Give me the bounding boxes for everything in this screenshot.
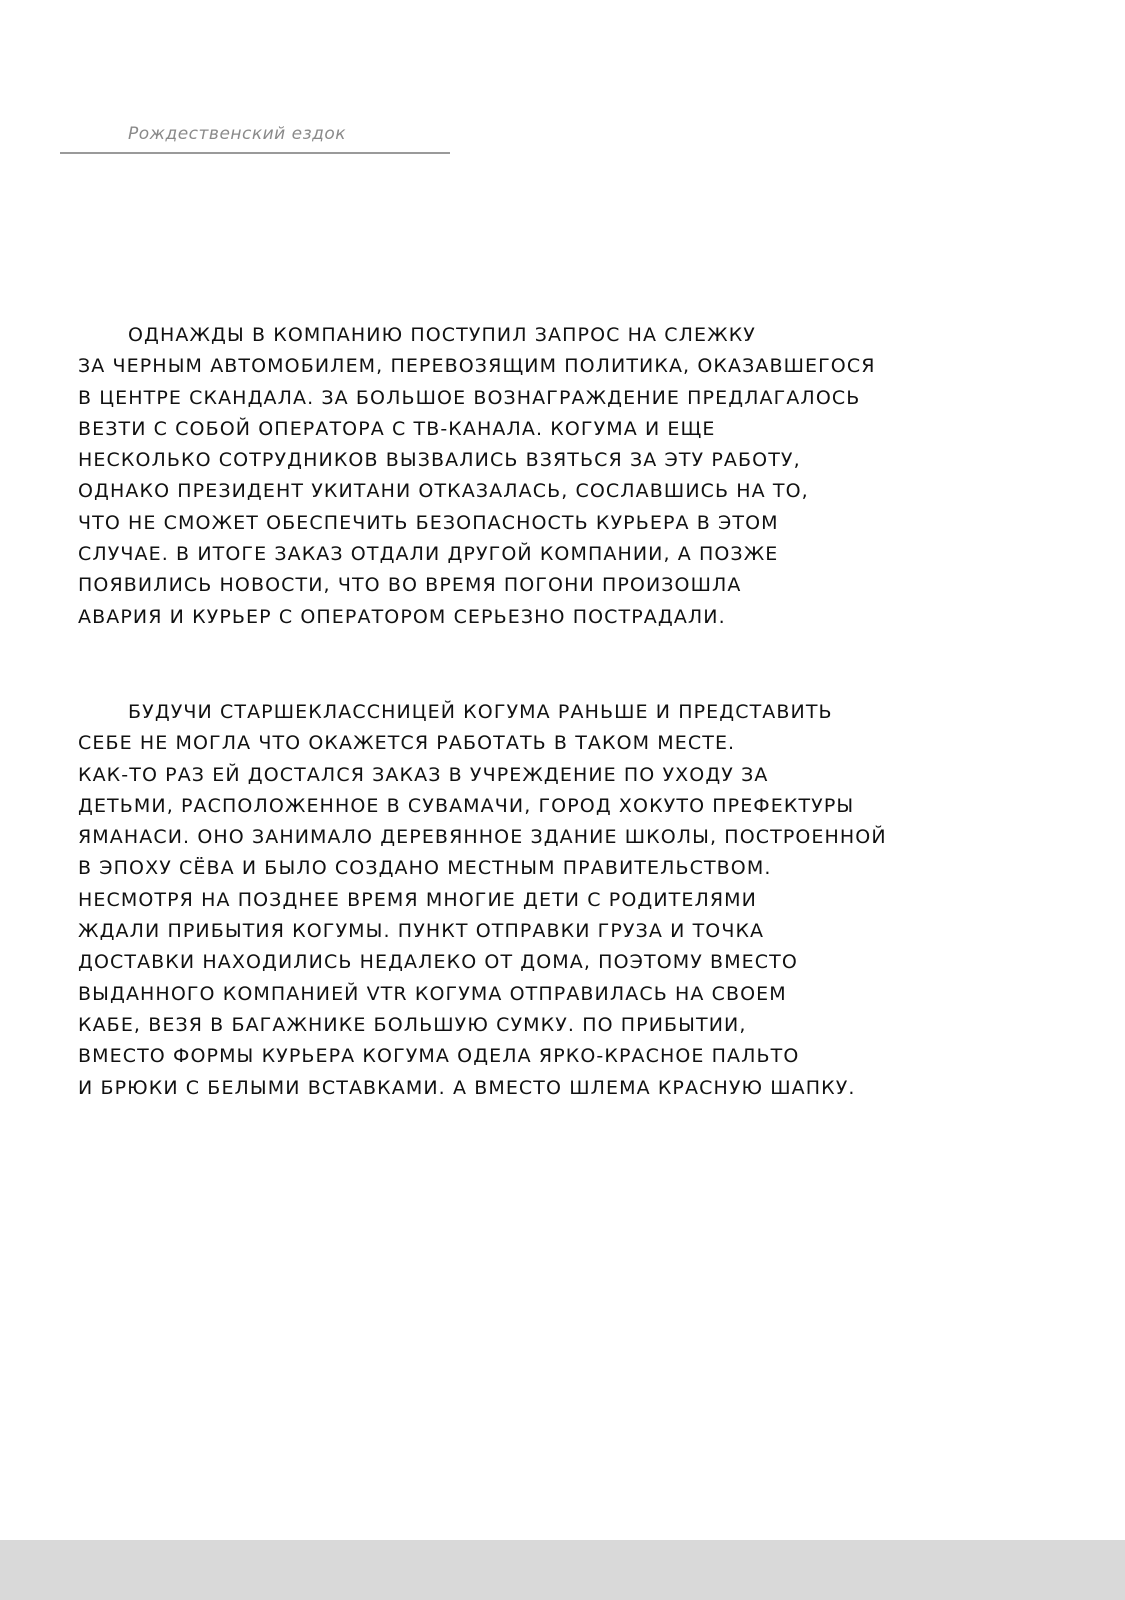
paragraph-line: ВЫДАННОГО КОМПАНИЕЙ VTR КОГУМА ОТПРАВИЛАСЬ НА СВОЕМ: [78, 982, 787, 1005]
running-header: [60, 120, 450, 154]
paragraph-line: ОДНАКО ПРЕЗИДЕНТ УКИТАНИ ОТКАЗАЛАСЬ, СОСЛАВШИСЬ НА ТО,: [78, 480, 809, 503]
paragraph-line: КАБЕ, ВЕЗЯ В БАГАЖНИКЕ БОЛЬШУЮ СУМКУ. ПО ПРИБЫТИИ,: [78, 1013, 747, 1036]
paragraph-line: ДОСТАВКИ НАХОДИЛИСЬ НЕДАЛЕКО ОТ ДОМА, ПОЭТОМУ ВМЕСТО: [78, 951, 798, 974]
paragraph-line: В ЭПОХУ СЁВА И БЫЛО СОЗДАНО МЕСТНЫМ ПРАВИТЕЛЬСТВОМ.: [78, 857, 772, 880]
paragraph-1: [78, 320, 876, 633]
paragraph-line: ОДНАЖДЫ В КОМПАНИЮ ПОСТУПИЛ ЗАПРОС НА СЛЕЖКУ: [128, 324, 756, 346]
paragraph-line: КАК-ТО РАЗ ЕЙ ДОСТАЛСЯ ЗАКАЗ В УЧРЕЖДЕНИЕ ПО УХОДУ ЗА: [78, 763, 769, 786]
running-header-title: Рождественский ездок: [128, 124, 347, 144]
paragraph-line: И БРЮКИ С БЕЛЫМИ ВСТАВКАМИ. А ВМЕСТО ШЛЕМА КРАСНУЮ ШАПКУ.: [78, 1076, 856, 1099]
paragraph-line: ДЕТЬМИ, РАСПОЛОЖЕННОЕ В СУВАМАЧИ, ГОРОД ХОКУТО ПРЕФЕКТУРЫ: [78, 794, 855, 817]
paragraph-line: ВЕЗТИ С СОБОЙ ОПЕРАТОРА С ТВ-КАНАЛА. КОГУМА И ЕЩЕ: [78, 417, 716, 440]
paragraph-line: НЕСКОЛЬКО СОТРУДНИКОВ ВЫЗВАЛИСЬ ВЗЯТЬСЯ ЗА ЭТУ РАБОТУ,: [78, 449, 801, 472]
paragraph-line: НЕСМОТРЯ НА ПОЗДНЕЕ ВРЕМЯ МНОГИЕ ДЕТИ С РОДИТЕЛЯМИ: [78, 888, 757, 911]
paragraph-line: СЕБЕ НЕ МОГЛА ЧТО ОКАЖЕТСЯ РАБОТАТЬ В ТАКОМ МЕСТЕ.: [78, 732, 736, 755]
paragraph-line: ПОЯВИЛИСЬ НОВОСТИ, ЧТО ВО ВРЕМЯ ПОГОНИ ПРОИЗОШЛА: [78, 574, 742, 597]
paragraph-line: ЗА ЧЕРНЫМ АВТОМОБИЛЕМ, ПЕРЕВОЗЯЩИМ ПОЛИТИКА, ОКАЗАВШЕГОСЯ: [78, 355, 876, 378]
paragraph-line: ЯМАНАСИ. ОНО ЗАНИМАЛО ДЕРЕВЯННОЕ ЗДАНИЕ ШКОЛЫ, ПОСТРОЕННОЙ: [78, 826, 887, 849]
bottom-margin-band: [0, 1540, 1125, 1600]
paragraph-line: БУДУЧИ СТАРШЕКЛАССНИЦЕЙ КОГУМА РАНЬШЕ И ПРЕДСТАВИТЬ: [128, 701, 833, 723]
paragraph-line: ЖДАЛИ ПРИБЫТИЯ КОГУМЫ. ПУНКТ ОТПРАВКИ ГРУЗА И ТОЧКА: [78, 920, 765, 943]
paragraph-line: ЧТО НЕ СМОЖЕТ ОБЕСПЕЧИТЬ БЕЗОПАСНОСТЬ КУРЬЕРА В ЭТОМ: [78, 511, 779, 534]
paragraph-line: СЛУЧАЕ. В ИТОГЕ ЗАКАЗ ОТДАЛИ ДРУГОЙ КОМПАНИИ, А ПОЗЖЕ: [78, 543, 779, 566]
paragraph-2: [78, 697, 887, 1104]
paragraph-line: ВМЕСТО ФОРМЫ КУРЬЕРА КОГУМА ОДЕЛА ЯРКО-КРАСНОЕ ПАЛЬТО: [78, 1045, 800, 1068]
paragraph-line: В ЦЕНТРЕ СКАНДАЛА. ЗА БОЛЬШОЕ ВОЗНАГРАЖДЕНИЕ ПРЕДЛАГАЛОСЬ: [78, 386, 861, 409]
paragraph-line: АВАРИЯ И КУРЬЕР С ОПЕРАТОРОМ СЕРЬЕЗНО ПОСТРАДАЛИ.: [78, 605, 726, 628]
